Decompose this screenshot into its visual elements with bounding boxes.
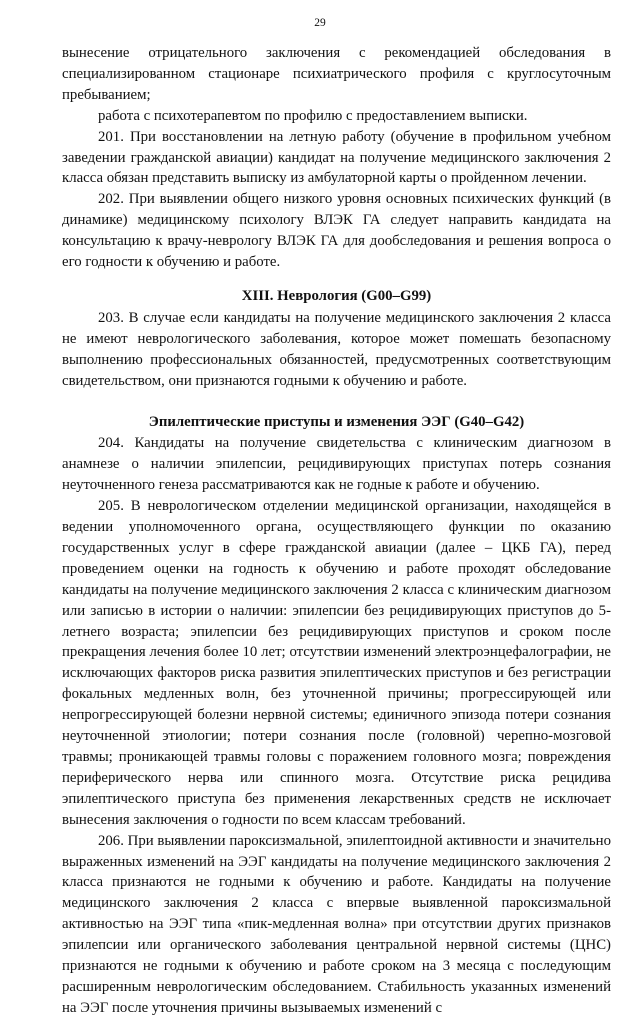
paragraph-205: 205. В неврологическом отделении медицинской организации, находящейся в ведении уполномоченного органа, осуществляющего функции по оказанию государственных услуг в сфере гражданской авиации (далее – ЦКБ ГА), перед проведением оценки на годность к обучению и работе проходят обследование кандидаты на получение медицинского заключения 2 класса с клиническим диагнозом или записью в истории о наличии: эпилепсии без рецидивирующих приступов до 5-летнего возраста; эпилепсии без рецидивирующих приступов и сроком после прекращения лечения более 10 лет; отсутствии изменений электроэнцефалографии, не исключающих факторов риска развития эпилептических приступов и без регистрации фокальных медленных волн, без уточненной причины; прогрессирующей или непрогрессирующей болезни нервной системы; единичного эпизода потери сознания неуточненной этиологии; потери сознания после (головной) черепно-мозговой травмы; проникающей травмы головы с поражением головного мозга; повреждения периферического нерва или спинного мозга. Отсутствие риска рецидива эпилептического приступа без применения лекарственных средств не исключает вынесения заключения о годности по всем классам требований. <box>62 498 611 828</box>
page-number: 29 <box>314 17 326 29</box>
paragraph-203: 203. В случае если кандидаты на получение медицинского заключения 2 класса не имеют неврологического заболевания, которое может помешать безопасному выполнению профессиональных обязанностей, предусмотренных соответствующим свидетельством, они признаются годными к обучению и работе. <box>62 309 611 389</box>
document-body <box>62 43 611 1019</box>
section-heading-neurology: XIII. Неврология (G00–G99) <box>241 287 432 304</box>
paragraph-201: 201. При восстановлении на летную работу (обучение в профильном учебном заведении гражданской авиации) кандидат на получение медицинского заключения 2 класса обязан представить выписку из амбулаторной карты о пройденном лечении. <box>62 128 611 187</box>
paragraph-202: 202. При выявлении общего низкого уровня основных психических функций (в динамике) медицинскому психологу ВЛЭК ГА следует направить кандидата на консультацию к врачу-неврологу ВЛЭК ГА для дообследования и решения вопроса о его годности к обучению и работе. <box>62 191 611 271</box>
paragraph-psychotherapist: работа с психотерапевтом по профилю с предоставлением выписки. <box>98 107 528 124</box>
paragraph-206: 206. При выявлении пароксизмальной, эпилептоидной активности и значительно выраженных изменений на ЭЭГ кандидаты на получение медицинского заключения 2 класса признаются не годными к обучению и работе. Кандидаты на получение медицинского заключения 2 класса с впервые выявленной пароксизмальной активностью на ЭЭГ типа «пик-медленная волна» при отсутствии других признаков эпилепсии или органического заболевания центральной нервной системы (ЦНС) признаются не годными к обучению и работе сроком на 3 месяца с последующим расширенным неврологическим обследованием. Стабильность указанных изменений на ЭЭГ после уточнения причины вызываемых изменений с <box>62 832 611 1016</box>
paragraph-204: 204. Кандидаты на получение свидетельства с клиническим диагнозом в анамнезе о наличии эпилепсии, рецидивирующих приступах потерь сознания неуточненного генеза рассматриваются как не годные к работе и обучению. <box>62 435 611 494</box>
subsection-heading-epilepsy: Эпилептические приступы и изменения ЭЭГ (G40–G42) <box>148 413 525 430</box>
paragraph-continuation: вынесение отрицательного заключения с рекомендацией обследования в специализированном стационаре психиатрического профиля с круглосуточным пребыванием; <box>62 45 611 103</box>
